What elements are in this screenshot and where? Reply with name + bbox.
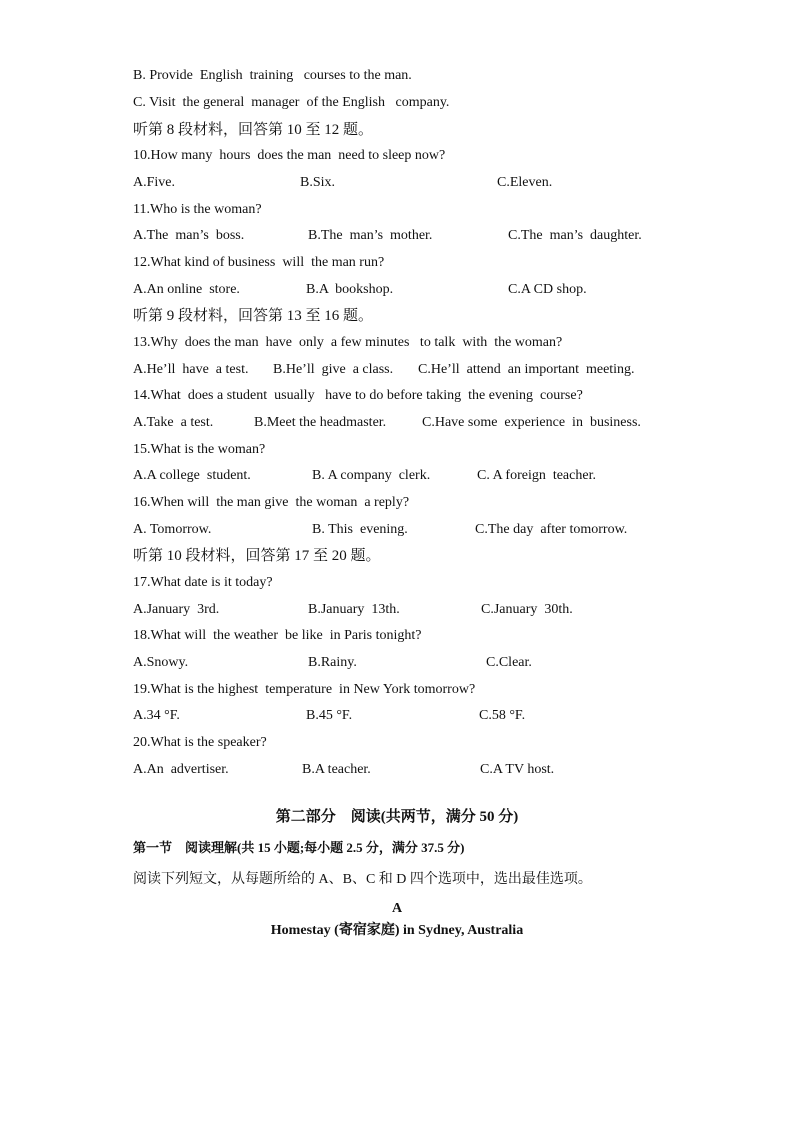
section-one-heading: 第一节 阅读理解(共 15 小题;每小题 2.5 分，满分 37.5 分) — [133, 840, 465, 855]
q20-option-b: B.A teacher. — [302, 762, 371, 777]
question-15: 15.What is the woman? — [133, 442, 266, 457]
q19-option-b: B.45 °F. — [306, 708, 353, 723]
q14-option-c: C.Have some experience in business. — [422, 415, 641, 430]
q11-option-c: C.The man’s daughter. — [508, 228, 642, 243]
passage-title: Homestay (寄宿家庭) in Sydney, Australia — [270, 923, 524, 938]
question-11: 11.Who is the woman? — [133, 202, 262, 217]
q16-option-b: B. This evening. — [312, 522, 408, 537]
section-instruction-9: 听第 9 段材料，回答第 13 至 16 题。 — [133, 308, 374, 324]
q19-option-c: C.58 °F. — [479, 708, 526, 723]
q13-option-b: B.He’ll give a class. — [273, 362, 394, 377]
q20-option-c: C.A TV host. — [480, 762, 555, 777]
q18-option-a: A.Snowy. — [133, 655, 189, 670]
q18-option-c: C.Clear. — [486, 655, 532, 670]
q13-option-a: A.He’ll have a test. — [133, 362, 249, 377]
part-two-heading: 第二部分 阅读(共两节，满分 50 分) — [275, 809, 519, 825]
reading-instruction: 阅读下列短文，从每题所给的 A、B、C 和 D 四个选项中，选出最佳选项。 — [133, 872, 592, 887]
q11-option-a: A.The man’s boss. — [133, 228, 245, 243]
q10-option-b: B.Six. — [300, 175, 336, 190]
question-12: 12.What kind of business will the man run? — [133, 255, 385, 270]
q14-option-a: A.Take a test. — [133, 415, 214, 430]
question-16: 16.When will the man give the woman a reply? — [133, 495, 410, 510]
q14-option-b: B.Meet the headmaster. — [254, 415, 387, 430]
q17-option-c: C.January 30th. — [481, 602, 573, 617]
q16-option-c: C.The day after tomorrow. — [475, 522, 628, 537]
q12-option-c: C.A CD shop. — [508, 282, 587, 297]
q17-option-a: A.January 3rd. — [133, 602, 220, 617]
q12-option-b: B.A bookshop. — [306, 282, 394, 297]
question-20: 20.What is the speaker? — [133, 735, 267, 750]
question-13: 13.Why does the man have only a few minutes to talk with the woman? — [133, 335, 563, 350]
q17-option-b: B.January 13th. — [308, 602, 400, 617]
q15-option-a: A.A college student. — [133, 468, 251, 483]
q10-option-c: C.Eleven. — [497, 175, 553, 190]
q13-option-c: C.He’ll attend an important meeting. — [418, 362, 635, 377]
section-instruction-8: 听第 8 段材料，回答第 10 至 12 题。 — [133, 122, 374, 138]
question-19: 19.What is the highest temperature in New York tomorrow? — [133, 682, 476, 697]
question-14: 14.What does a student usually have to do before taking the evening course? — [133, 388, 583, 403]
q16-option-a: A. Tomorrow. — [133, 522, 212, 537]
question-18: 18.What will the weather be like in Paris tonight? — [133, 628, 422, 643]
q15-option-c: C. A foreign teacher. — [477, 468, 596, 483]
question-17: 17.What date is it today? — [133, 575, 273, 590]
q12-option-a: A.An online store. — [133, 282, 240, 297]
section-instruction-10: 听第 10 段材料，回答第 17 至 20 题。 — [133, 548, 381, 564]
q15-option-b: B. A company clerk. — [312, 468, 431, 483]
q18-option-b: B.Rainy. — [308, 655, 357, 670]
q11-option-b: B.The man’s mother. — [308, 228, 433, 243]
q20-option-a: A.An advertiser. — [133, 762, 229, 777]
option-b-line: B. Provide English training courses to the man. — [133, 68, 412, 83]
question-10: 10.How many hours does the man need to sleep now? — [133, 148, 446, 163]
q19-option-a: A.34 °F. — [133, 708, 180, 723]
passage-letter: A — [391, 901, 403, 916]
q10-option-a: A.Five. — [133, 175, 175, 190]
option-c-line: C. Visit the general manager of the English company. — [133, 95, 450, 110]
